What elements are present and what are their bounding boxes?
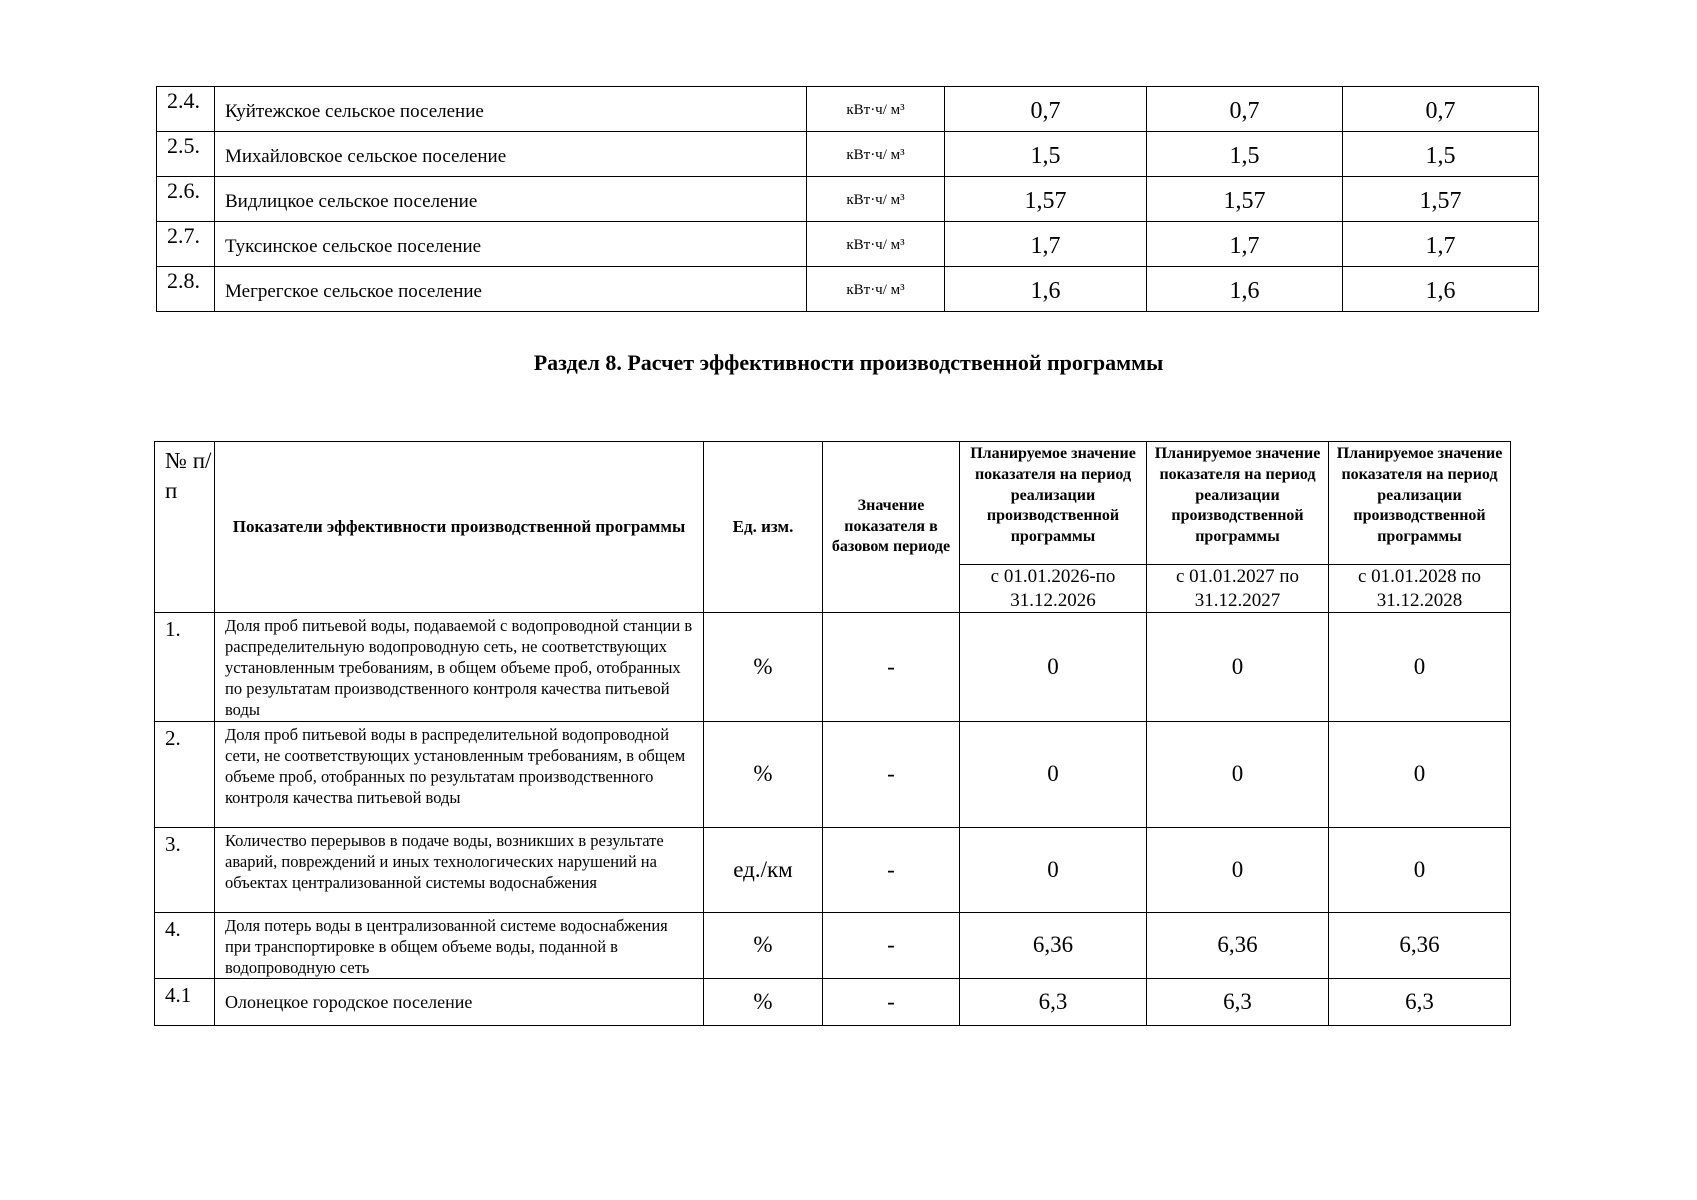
row-number: 4.1 [155,978,215,1025]
row-value: 0 [960,721,1147,827]
row-value: 1,7 [1343,222,1539,267]
row-unit: % [704,613,823,722]
table-row [157,222,1539,267]
row-number: 4. [155,912,215,978]
table-header-row [155,442,1511,565]
row-number: 2.8. [157,267,215,312]
row-base-value: - [823,721,960,827]
row-name: Михайловское сельское поселение [215,132,807,177]
row-base-value: - [823,613,960,722]
table-row [155,912,1511,978]
row-number: 2.6. [157,177,215,222]
row-value: 6,3 [1147,978,1329,1025]
row-name: Туксинское сельское поселение [215,222,807,267]
row-value: 1,7 [945,222,1147,267]
row-base-value: - [823,827,960,912]
row-value: 1,57 [1147,177,1343,222]
row-unit: ед./км [704,827,823,912]
row-number: 3. [155,827,215,912]
row-value: 0,7 [945,87,1147,132]
table-row [157,87,1539,132]
row-indicator: Доля проб питьевой воды в распределительной водопроводной сети, не соответствующих установленным требованиям, в общем объеме проб, отобранных по результатам производственного контроля качества питьевой воды [215,721,704,827]
header-planned-value: Планируемое значение показателя на период реализации производственной программы [960,442,1147,565]
header-period: с 01.01.2026-по 31.12.2026 [960,565,1147,613]
row-value: 1,7 [1147,222,1343,267]
efficiency-table [154,441,1511,1026]
row-unit: кВт·ч/ м³ [807,132,945,177]
row-value: 0 [1329,613,1511,722]
table-row [155,613,1511,722]
row-indicator: Олонецкое городское поселение [215,978,704,1025]
row-value: 0 [1147,827,1329,912]
row-value: 1,57 [945,177,1147,222]
header-planned-value: Планируемое значение показателя на период реализации производственной программы [1147,442,1329,565]
row-value: 0 [960,827,1147,912]
table-row [155,721,1511,827]
row-value: 0 [1147,721,1329,827]
row-value: 1,6 [1343,267,1539,312]
table-row [157,132,1539,177]
header-indicator: Показатели эффективности производственной программы [215,442,704,613]
row-value: 1,5 [1343,132,1539,177]
row-number: 1. [155,613,215,722]
row-unit: % [704,978,823,1025]
row-value: 0 [1329,721,1511,827]
header-unit: Ед. изм. [704,442,823,613]
row-indicator: Количество перерывов в подаче воды, возникших в результате аварий, повреждений и иных технологических нарушений на объектах централизованной системы водоснабжения [215,827,704,912]
row-value: 1,6 [1147,267,1343,312]
row-number: 2.7. [157,222,215,267]
table-row [157,177,1539,222]
row-base-value: - [823,912,960,978]
row-unit: % [704,721,823,827]
table-row [155,978,1511,1025]
row-unit: % [704,912,823,978]
row-name: Куйтежское сельское поселение [215,87,807,132]
row-value: 1,6 [945,267,1147,312]
row-value: 0,7 [1147,87,1343,132]
top-table [156,86,1539,312]
row-value: 1,57 [1343,177,1539,222]
row-value: 0 [1329,827,1511,912]
table-row [155,827,1511,912]
table-row [157,267,1539,312]
header-period: с 01.01.2027 по 31.12.2027 [1147,565,1329,613]
header-period: с 01.01.2028 по 31.12.2028 [1329,565,1511,613]
row-indicator: Доля проб питьевой воды, подаваемой с водопроводной станции в распределительную водопроводную сеть, не соответствующих установленным требованиям, в общем объеме проб, отобранных по результатам производственного контроля качества питьевой воды [215,613,704,722]
header-planned-value: Планируемое значение показателя на период реализации производственной программы [1329,442,1511,565]
row-value: 0 [1147,613,1329,722]
row-value: 1,5 [1147,132,1343,177]
row-unit: кВт·ч/ м³ [807,87,945,132]
row-base-value: - [823,978,960,1025]
row-number: 2.5. [157,132,215,177]
row-indicator: Доля потерь воды в централизованной системе водоснабжения при транспортировке в общем объеме воды, поданной в водопроводную сеть [215,912,704,978]
row-value: 6,3 [1329,978,1511,1025]
row-unit: кВт·ч/ м³ [807,267,945,312]
row-name: Мегрегское сельское поселение [215,267,807,312]
section-title: Раздел 8. Расчет эффективности производственной программы [533,350,1164,375]
row-name: Видлицкое сельское поселение [215,177,807,222]
row-value: 1,5 [945,132,1147,177]
row-number: 2.4. [157,87,215,132]
row-value: 0,7 [1343,87,1539,132]
row-value: 6,36 [1329,912,1511,978]
row-value: 6,3 [960,978,1147,1025]
row-value: 6,36 [1147,912,1329,978]
header-base-value: Значение показателя в базовом периоде [823,442,960,613]
row-value: 6,36 [960,912,1147,978]
row-unit: кВт·ч/ м³ [807,222,945,267]
row-unit: кВт·ч/ м³ [807,177,945,222]
header-number: № п/п [155,442,215,613]
row-number: 2. [155,721,215,827]
row-value: 0 [960,613,1147,722]
